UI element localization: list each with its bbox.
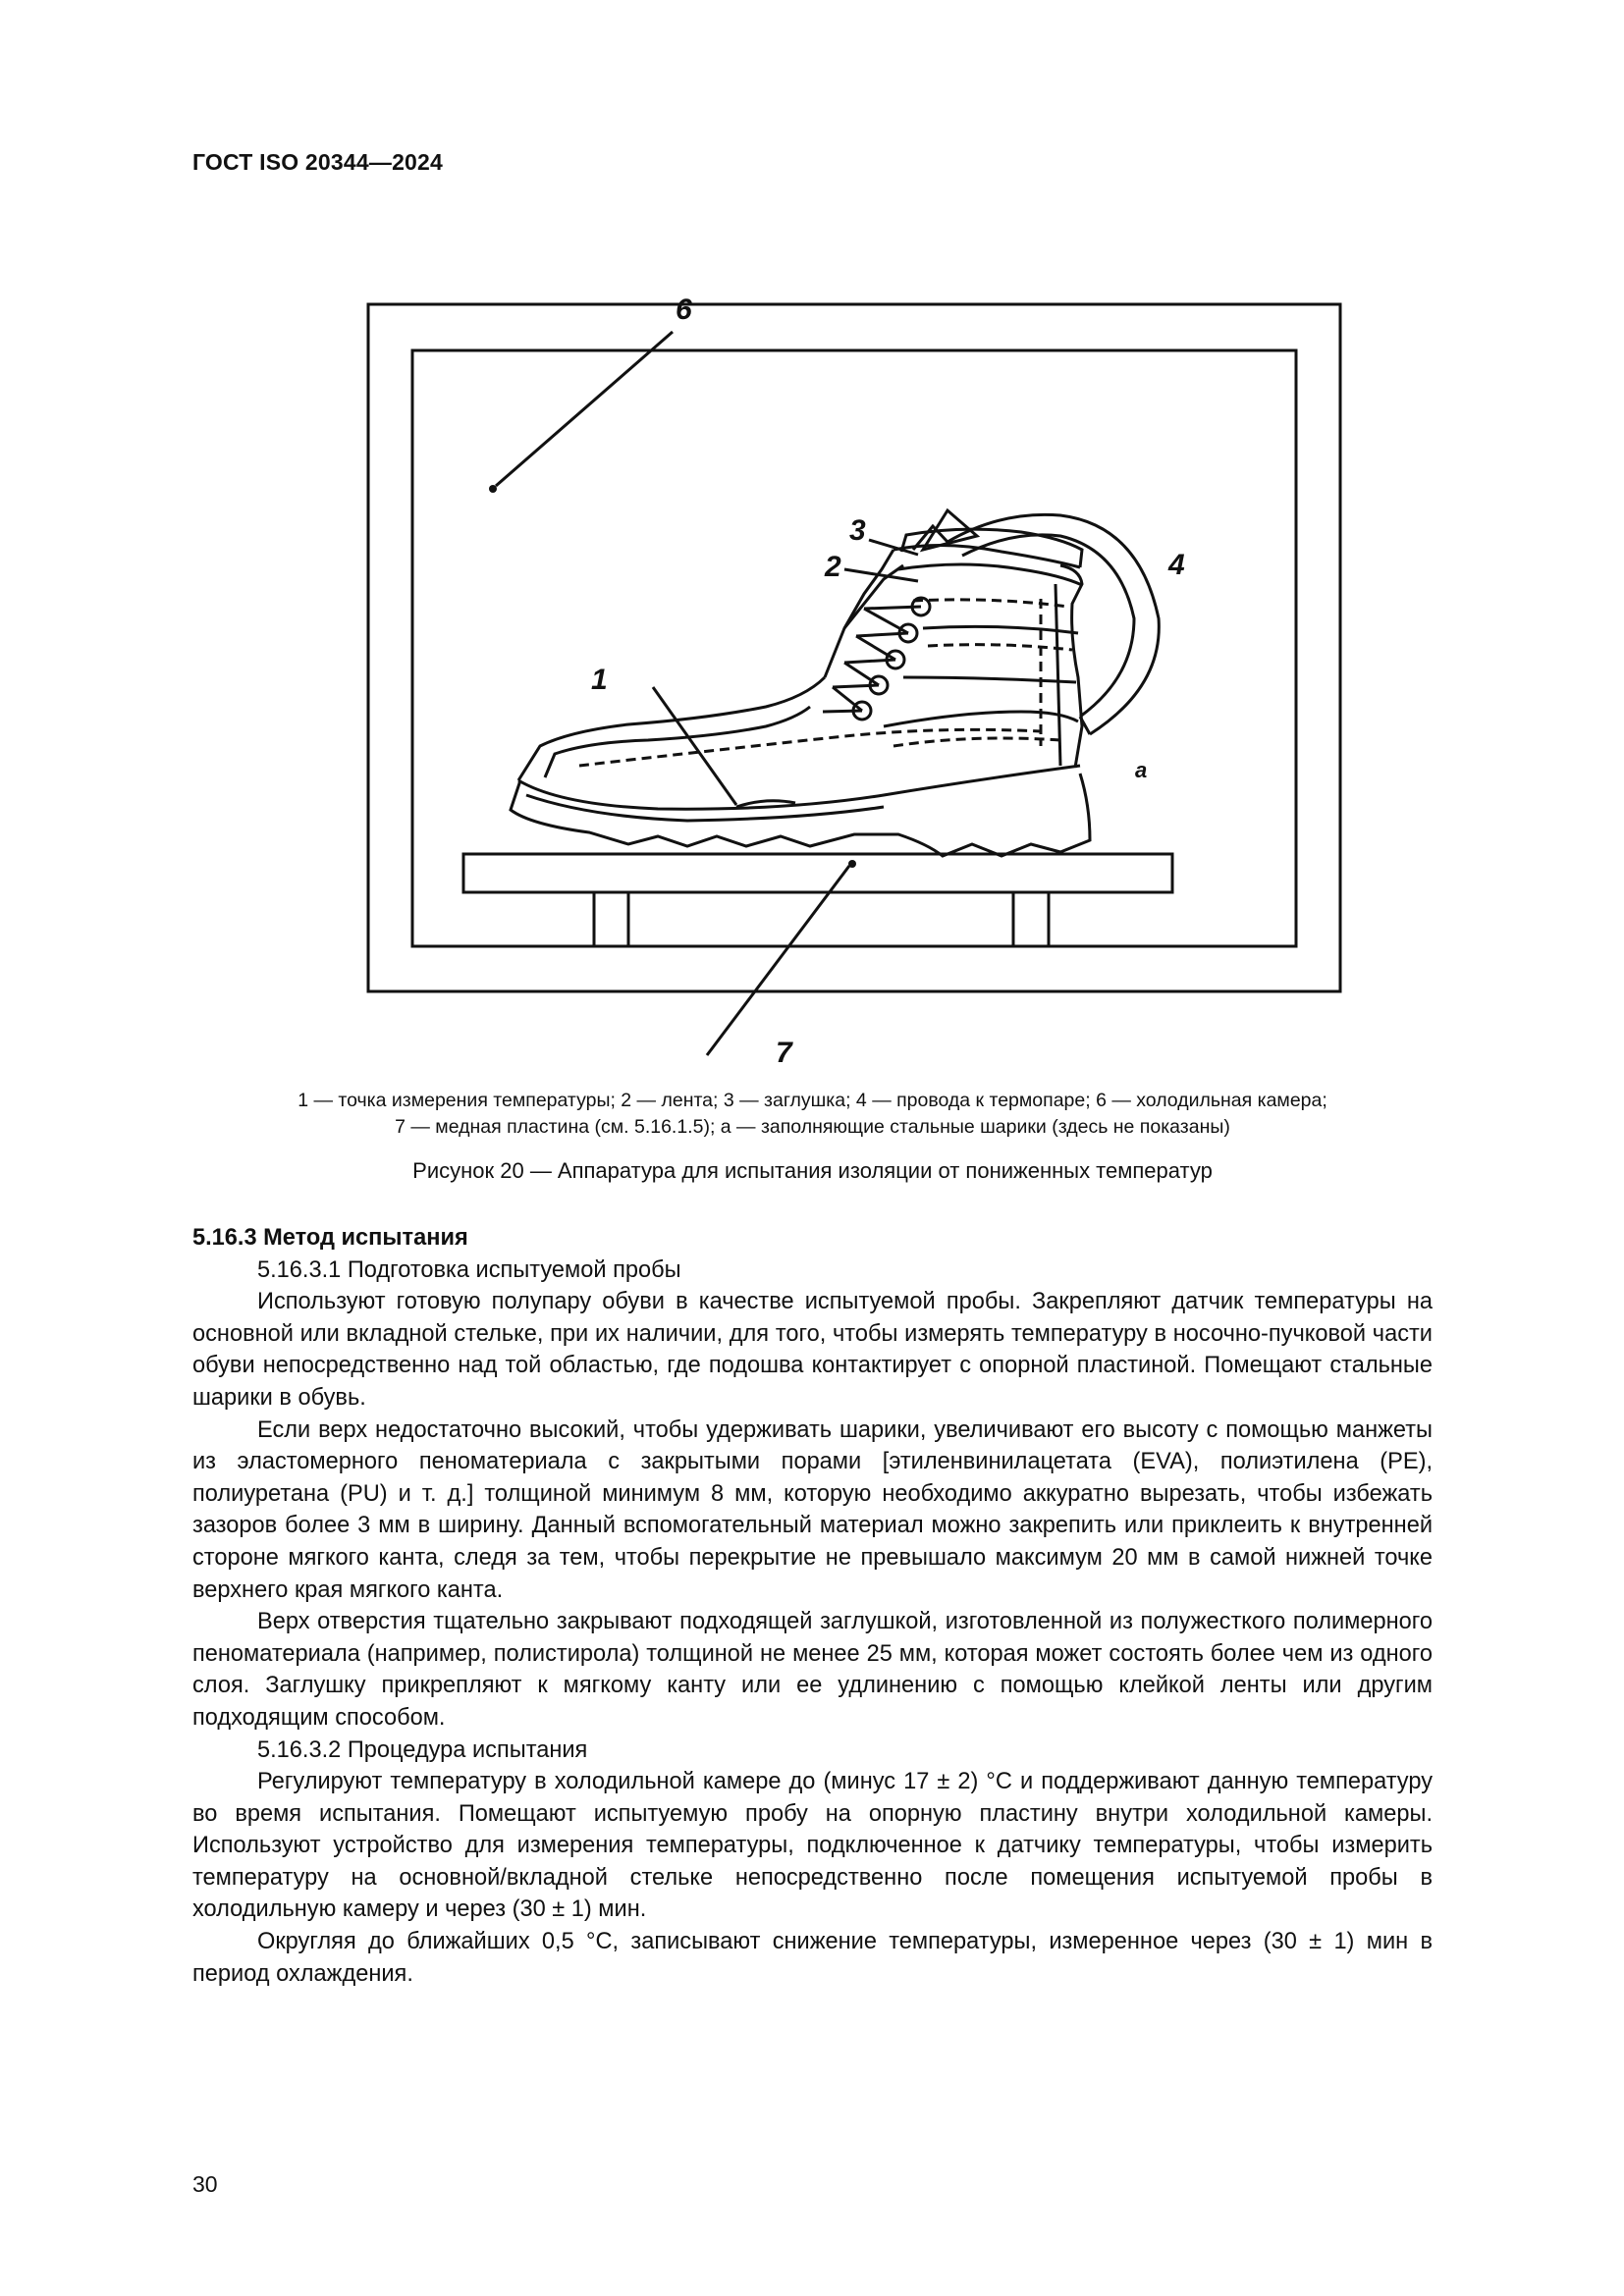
page-number: 30 (192, 2171, 218, 2197)
copper-plate (463, 854, 1172, 892)
boot-upper-back (1060, 565, 1082, 768)
callout-7: 7 (776, 1037, 792, 1069)
callout-a: a (1135, 758, 1148, 782)
paragraph-2: Если верх недостаточно высокий, чтобы удерживать шарики, увеличивают его высоту с помощью манжеты из эластомерного пеноматериала с закрытыми порами [этиленвинилацетата (EVA), полиэтилена (PE), полиуретана (PU) и т. д.] толщиной минимум 8 мм, которую необходимо аккуратно вырезать, чтобы избежать зазоров более 3 мм в ширину. Данный вспомогательный материал можно закрепить или приклеить к внутренней стороне мягкого канта, следя за тем, чтобы перекрытие не превышало максимум 20 мм в самой нижней точке верхнего края мягкого канта. (192, 1416, 1433, 1603)
point-7 (848, 860, 856, 868)
boot-quarter-seam-2 (903, 677, 1076, 682)
paragraph-5: Округляя до ближайших 0,5 °С, записывают снижение температуры, измеренное через (30 ± 1) мин в период охлаждения. (192, 1929, 1433, 1987)
callout-6: 6 (676, 294, 692, 326)
figure-cold-chamber-apparatus (334, 216, 1375, 1080)
document-body (192, 1222, 1433, 1990)
legend-line-1: 1 — точка измерения температуры; 2 — лента; 3 — заглушка; 4 — провода к термопаре; 6 — холодильная камера; (298, 1090, 1327, 1111)
leader-1 (653, 687, 736, 805)
boot-toe-cap-inner (545, 707, 810, 777)
thermocouple-wire-outer (913, 514, 1159, 734)
callout-3: 3 (849, 514, 866, 547)
callout-1: 1 (591, 664, 608, 696)
subsection-title-2: 5.16.3.2 Процедура испытания (257, 1736, 588, 1763)
callout-4: 4 (1168, 549, 1185, 581)
boot-collar-band (898, 564, 1082, 585)
chamber-inner-wall (412, 350, 1296, 946)
document-header: ГОСТ ISO 20344—2024 (192, 149, 444, 175)
chamber-outer-wall (368, 304, 1340, 991)
boot-stitch-quarter (928, 645, 1072, 650)
boot-laces (823, 607, 921, 712)
subsection-title-1: 5.16.3.1 Подготовка испытуемой пробы (257, 1256, 681, 1283)
figure-legend (192, 1088, 1433, 1141)
boot-midsole (518, 766, 1080, 809)
section-heading: 5.16.3 Метод испытания (192, 1225, 468, 1251)
boot-toe-upper (518, 677, 825, 780)
paragraph-1: Используют готовую полупару обуви в качестве испытуемой пробы. Закрепляют датчик температуры на основной или вкладной стельке, при их наличии, для того, чтобы измерять температуру в носочно-пучковой части обуви непосредственно над той областью, где подошва контактирует с опорной пластиной. Помещают стальные шарики в обувь. (192, 1289, 1433, 1411)
leader-7 (707, 866, 849, 1055)
paragraph-4: Регулируют температуру в холодильной камере до (минус 17 ± 2) °С и поддерживают данную температуру во время испытания. Помещают испытуемую пробу на опорную пластину внутри холодильной камеры. Используют устройство для измерения температуры, подключенное к датчику температуры, чтобы измерить температуру на основной/вкладной стельке непосредственно после помещения испытуемой пробы в холодильную камеру и через (30 ± 1) мин. (192, 1769, 1433, 1923)
boot-counter (884, 712, 1078, 726)
boot-vamp-seam (579, 729, 1041, 766)
paragraph-3: Верх отверстия тщательно закрывают подходящей заглушкой, изготовленной из полужесткого полимерного пеноматериала (например, полистирола) толщиной не менее 25 мм, которая может состоять более чем из одного слоя. Заглушку прикрепляют к мягкому канту или ее удлинению с помощью клейкой ленты или другим подходящим способом. (192, 1609, 1433, 1731)
boot-quarter-seam (923, 626, 1078, 633)
leader-6 (496, 332, 673, 486)
legend-line-2: 7 — медная пластина (см. 5.16.1.5); a — заполняющие стальные шарики (здесь не показаны) (395, 1116, 1230, 1138)
boot-stitch-counter (893, 738, 1060, 746)
figure-caption: Рисунок 20 — Аппаратура для испытания изоляции от пониженных температур (412, 1158, 1213, 1183)
callout-2: 2 (825, 551, 841, 583)
point-6 (489, 485, 497, 493)
boot-stitch-upper (913, 600, 1068, 607)
